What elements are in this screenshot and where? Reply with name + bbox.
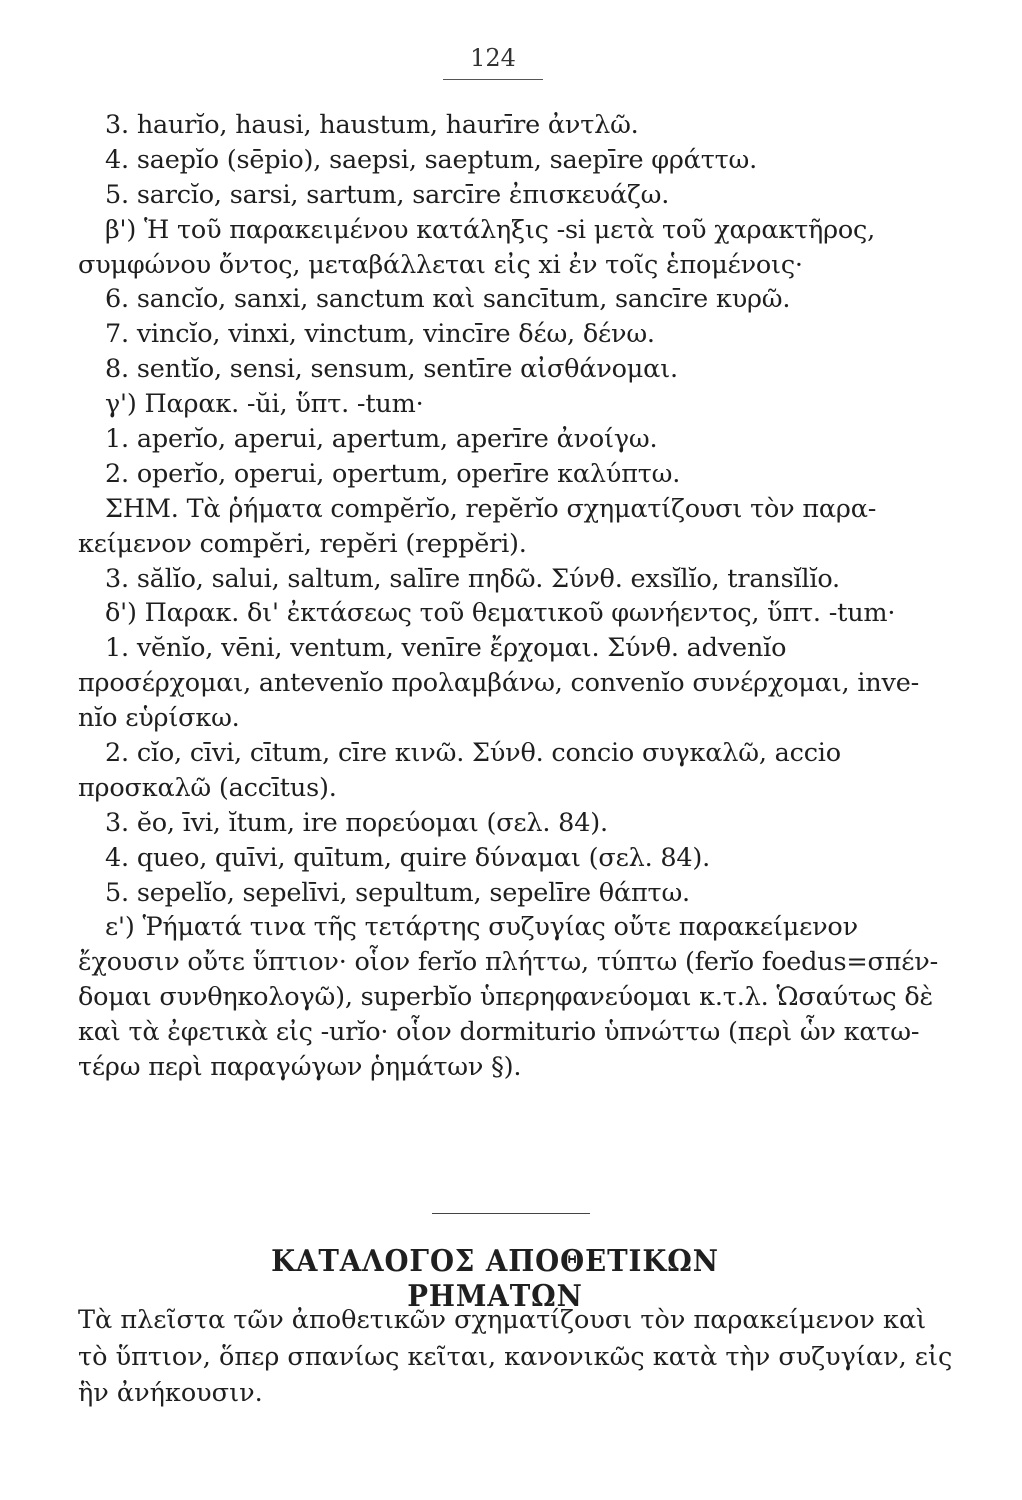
text-line: ἔχουσιν οὔτε ὕπτιον· οἷον ferĭo πλήττω, τύπτω (ferĭo foedus=σπέν- xyxy=(78,947,939,978)
text-line: δ') Παρακ. δι' ἐκτάσεως τοῦ θεματικοῦ φωνήεντος, ὕπτ. -tum· xyxy=(105,598,896,629)
text-line: ΣΗΜ. Τὰ ῥήματα compĕrĭo, repĕrĭo σχηματίζουσι τὸν παρα- xyxy=(105,493,877,524)
intro-line: ἣν ἀνήκουσιν. xyxy=(78,1378,263,1408)
text-line: ε') Ῥήματά τινα τῆς τετάρτης συζυγίας οὔτε παρακείμενον xyxy=(105,912,858,943)
body-text xyxy=(78,108,939,1085)
intro-line: Τὰ πλεῖστα τῶν ἀποθετικῶν σχηματίζουσι τὸν παρακείμενον καὶ xyxy=(78,1305,927,1335)
text-line: 2. cĭo, cīvi, cītum, cīre κινῶ. Σύνθ. concio συγκαλῶ, accio xyxy=(105,738,841,769)
text-line: 1. aperĭo, aperui, apertum, aperīre ἀνοίγω. xyxy=(105,424,658,455)
text-line: 5. sarcĭo, sarsi, sartum, sarcīre ἐπισκευάζω. xyxy=(105,179,670,210)
text-line: 3. ĕo, īvi, ĭtum, ire πορεύομαι (σελ. 84). xyxy=(105,807,608,838)
text-line: συμφώνου ὄντος, μεταβάλλεται εἰς xi ἐν τοῖς ἑπομένοις· xyxy=(78,249,803,280)
text-line: 7. vincĭo, vinxi, vinctum, vincīre δέω, δένω. xyxy=(105,319,655,350)
text-line: 6. sancĭo, sanxi, sanctum καὶ sancītum, sancīre κυρῶ. xyxy=(105,284,791,315)
intro-line: τὸ ὕπτιον, ὅπερ σπανίως κεῖται, κανονικῶς κατὰ τὴν συζυγίαν, εἰς xyxy=(78,1341,953,1372)
text-line: 2. operĭo, operui, opertum, operīre καλύπτω. xyxy=(105,458,681,489)
page-number-rule xyxy=(443,79,543,80)
text-line: β') Ἡ τοῦ παρακειμένου κατάληξις -si μετὰ τοῦ χαρακτῆρος, xyxy=(105,214,875,245)
text-line: 3. haurĭo, hausi, haustum, haurīre ἀντλῶ. xyxy=(105,110,639,140)
text-line: προσκαλῶ (accītus). xyxy=(78,772,337,803)
text-line: 5. sepelĭo, sepelīvi, sepultum, sepelīre θάπτω. xyxy=(105,877,690,908)
text-line: 4. queo, quīvi, quītum, quire δύναμαι (σελ. 84). xyxy=(105,842,711,873)
intro-paragraph xyxy=(78,1302,953,1412)
text-line: γ') Παρακ. -ŭi, ὕπτ. -tum· xyxy=(105,389,424,420)
text-line: δομαι συνθηκολογῶ), superbĭo ὑπερηφανεύομαι κ.τ.λ. Ὡσαύτως δὲ xyxy=(78,982,934,1013)
text-line: κείμενον compĕri, repĕri (reppĕri). xyxy=(78,528,527,559)
text-line: 8. sentĭo, sensi, sensum, sentīre αἰσθάνομαι. xyxy=(105,354,678,385)
text-line: 1. vĕnĭo, vēni, ventum, venīre ἔρχομαι. Σύνθ. advenĭo xyxy=(105,633,787,664)
section-title: ΚΑΤΑΛΟΓΟΣ ΑΠΟΘΕΤΙΚΩΝ ΡΗΜΑΤΩΝ xyxy=(271,1244,719,1314)
section-divider xyxy=(432,1213,590,1214)
page-number: 124 xyxy=(470,44,516,72)
text-line: τέρω περὶ παραγώγων ῥημάτων §). xyxy=(78,1052,522,1083)
text-line: 3. sălĭo, salui, saltum, salīre πηδῶ. Σύνθ. exsĭlĭo, transĭlĭo. xyxy=(105,563,840,594)
text-line: nĭo εὑρίσκω. xyxy=(78,703,240,734)
text-line: προσέρχομαι, antevenĭo προλαμβάνω, convenĭo συνέρχομαι, inve- xyxy=(78,668,920,699)
text-line: 4. saepĭo (sēpio), saepsi, saeptum, saepīre φράττω. xyxy=(105,144,758,175)
text-line: καὶ τὰ ἐφετικὰ εἰς -urĭo· οἷον dormiturio ὑπνώττω (περὶ ὧν κατω- xyxy=(78,1017,920,1048)
